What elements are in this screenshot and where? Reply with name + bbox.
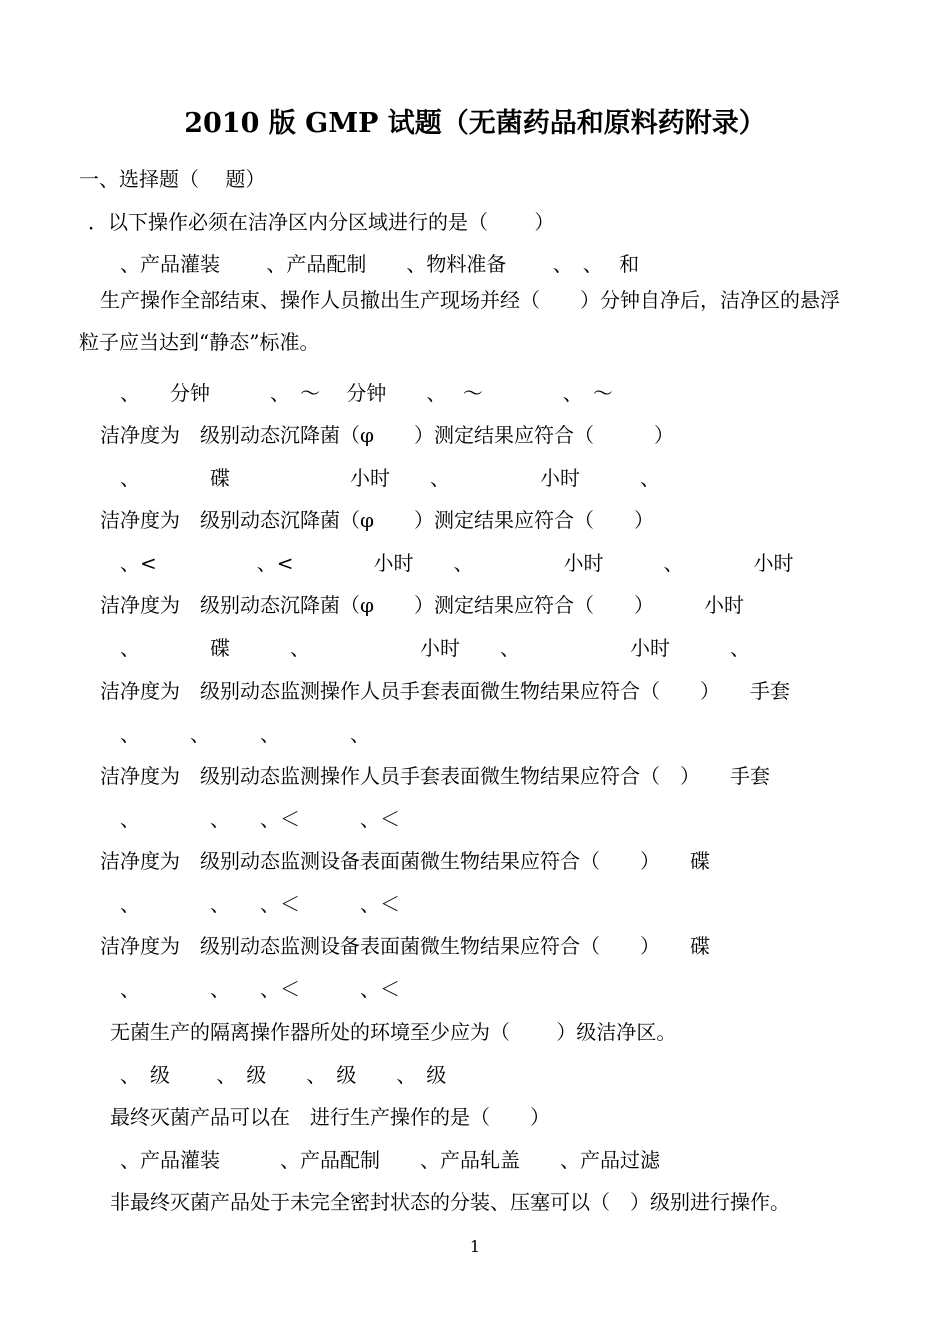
options-4: 、< 、< 小时 、 小时 、 小时 bbox=[120, 551, 794, 575]
options-5: 、 碟 、 小时 、 小时 、 bbox=[120, 636, 750, 660]
question-2-continued: 粒子应当达到“静态”标准。 bbox=[79, 330, 320, 354]
options-3: 、 碟 小时 、 小时 、 bbox=[120, 466, 660, 490]
options-6: 、 、 、 、 bbox=[120, 722, 370, 746]
question-1: ．以下操作必须在洁净区内分区域进行的是（ ） bbox=[88, 210, 555, 234]
document-title: 2010 版 GMP 试题（无菌药品和原料药附录） bbox=[184, 108, 766, 139]
options-9: 、 、 、＜ 、＜ bbox=[120, 977, 400, 1001]
options-10: 、 级 、 级 、 级 、 级 bbox=[120, 1063, 447, 1087]
options-2: 、 分钟 、 ～ 分钟 、 ～ 、 ～ bbox=[120, 381, 613, 405]
question-6: 洁净度为 级别动态监测操作人员手套表面微生物结果应符合（ ） 手套 bbox=[100, 679, 790, 703]
question-5: 洁净度为 级别动态沉降菌（φ ）测定结果应符合（ ） 小时 bbox=[100, 593, 745, 617]
question-11: 最终灭菌产品可以在 进行生产操作的是（ ） bbox=[110, 1105, 550, 1129]
question-8: 洁净度为 级别动态监测设备表面菌微生物结果应符合（ ） 碟 bbox=[100, 849, 710, 873]
question-9: 洁净度为 级别动态监测设备表面菌微生物结果应符合（ ） 碟 bbox=[100, 934, 710, 958]
options-1: 、产品灌装 、产品配制 、物料准备 、 、 和 bbox=[120, 252, 640, 276]
section-heading: 一、选择题（ 题） bbox=[79, 167, 266, 191]
question-2: 生产操作全部结束、操作人员撤出生产现场并经（ ）分钟自净后，洁净区的悬浮 bbox=[100, 288, 840, 312]
options-11: 、产品灌装 、产品配制 、产品轧盖 、产品过滤 bbox=[120, 1148, 660, 1172]
question-12: 非最终灭菌产品处于未完全密封状态的分装、压塞可以（ ）级别进行操作。 bbox=[110, 1190, 790, 1214]
question-4: 洁净度为 级别动态沉降菌（φ ）测定结果应符合（ ） bbox=[100, 508, 655, 532]
question-10: 无菌生产的隔离操作器所处的环境至少应为（ ）级洁净区。 bbox=[110, 1020, 677, 1044]
question-3: 洁净度为 级别动态沉降菌（φ ）测定结果应符合（ ） bbox=[100, 423, 675, 447]
options-7: 、 、 、＜ 、＜ bbox=[120, 807, 400, 831]
page-number: 1 bbox=[469, 1237, 481, 1256]
question-7: 洁净度为 级别动态监测操作人员手套表面微生物结果应符合（ ） 手套 bbox=[100, 764, 770, 788]
options-8: 、 、 、＜ 、＜ bbox=[120, 892, 400, 916]
